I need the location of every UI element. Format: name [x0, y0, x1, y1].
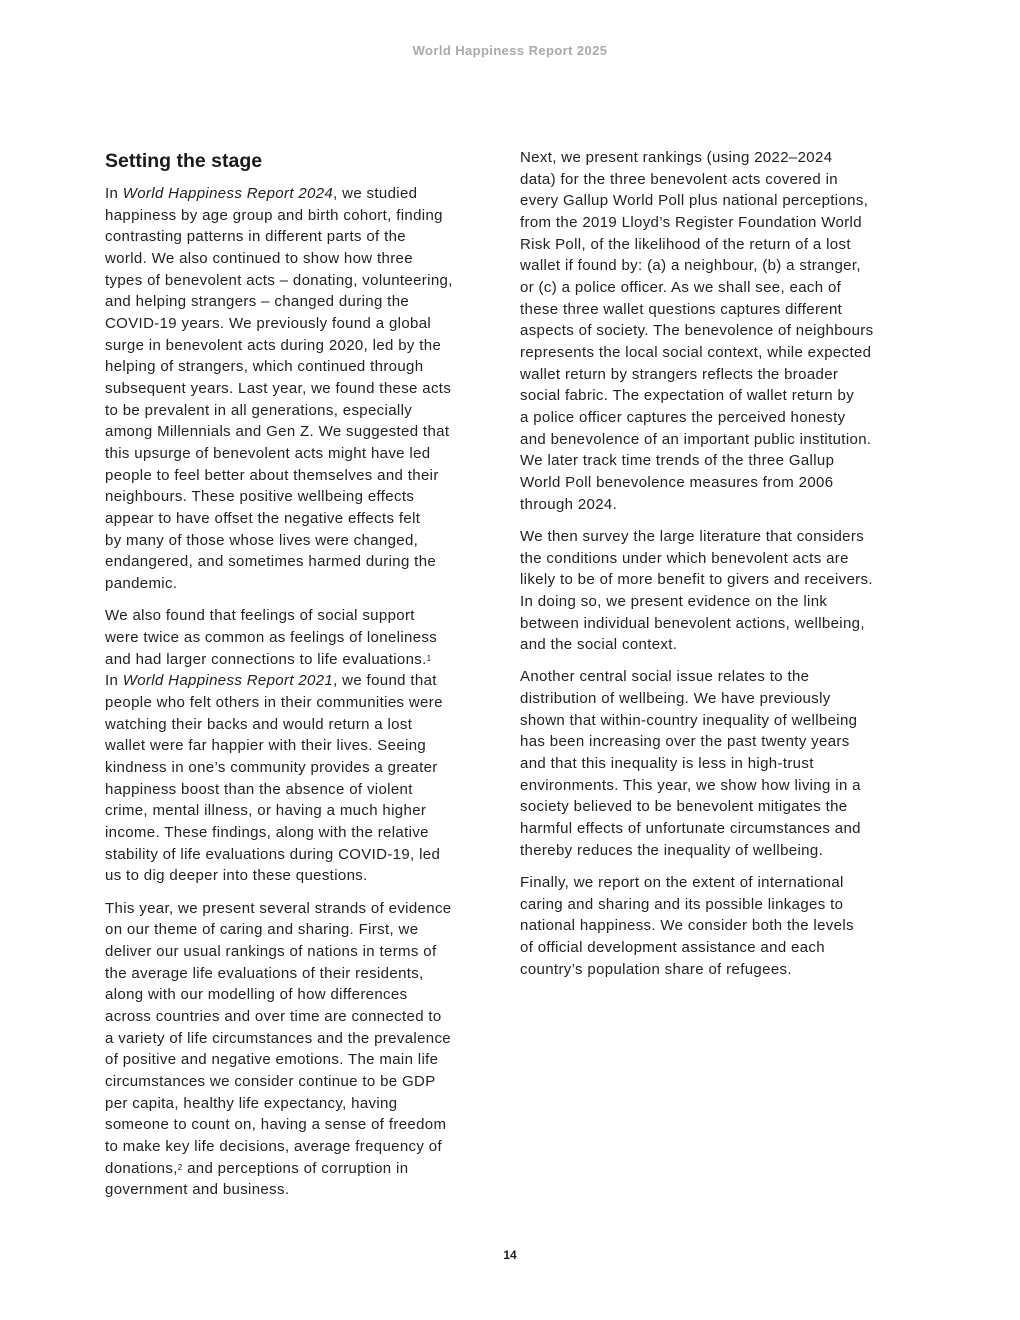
text-line: deliver our usual rankings of nations in terms of [105, 942, 437, 960]
italic-title: World Happiness Report 2021 [122, 672, 334, 690]
paragraph [105, 605, 520, 887]
text-line: wallet if found by: (a) a neighbour, (b) a stranger, [520, 257, 861, 275]
footnote-marker[interactable]: 1 [426, 653, 432, 663]
text-line: among Millennials and Gen Z. We suggested that [105, 423, 450, 441]
text-line: aspects of society. The benevolence of neighbours [520, 322, 874, 340]
text-line: the average life evaluations of their residents, [105, 964, 424, 982]
text-run: donations, [105, 1159, 178, 1177]
text-line: Finally, we report on the extent of international [520, 874, 844, 891]
text-line: crime, mental illness, or having a much higher [105, 802, 427, 820]
text-line: and helping strangers – changed during the [105, 293, 410, 311]
text-line: happiness boost than the absence of violent [105, 780, 413, 798]
text-line: and benevolence of an important public institution. [520, 430, 872, 448]
text-line: surge in benevolent acts during 2020, led by the [105, 336, 442, 354]
text-line [105, 1158, 520, 1180]
text-line: contrasting patterns in different parts of the [105, 228, 406, 246]
text-line: caring and sharing and its possible linkages to [520, 895, 844, 913]
text-line: between individual benevolent actions, wellbeing, [520, 614, 865, 632]
text-line: or (c) a police officer. As we shall see, each of [520, 279, 842, 297]
italic-title: World Happiness Report 2024 [122, 185, 334, 202]
text-line: likely to be of more benefit to givers and receivers. [520, 571, 873, 589]
text-line: income. These findings, along with the relative [105, 823, 429, 841]
text-line: someone to count on, having a sense of freedom [105, 1116, 447, 1134]
text-line: the conditions under which benevolent acts are [520, 549, 849, 567]
text-line: per capita, healthy life expectancy, having [105, 1094, 398, 1112]
text-line: social fabric. The expectation of wallet return by [520, 387, 855, 405]
text-run: , we studied [333, 185, 418, 202]
text-line: distribution of wellbeing. We have previously [520, 690, 831, 708]
text-line: helping of strangers, which continued through [105, 358, 424, 376]
text-line: through 2024. [520, 495, 618, 513]
page-number: 14 [503, 1248, 517, 1262]
text-line: this upsurge of benevolent acts might have led [105, 445, 431, 463]
text-line: World Poll benevolence measures from 2006 [520, 474, 834, 492]
text-line: COVID-19 years. We previously found a global [105, 315, 432, 333]
text-line: thereby reduces the inequality of wellbeing. [520, 841, 824, 859]
text-line: people to feel better about themselves and their [105, 466, 439, 484]
text-line: across countries and over time are connected to [105, 1007, 442, 1025]
text-line: Another central social issue relates to the [520, 668, 810, 686]
text-line: neighbours. These positive wellbeing effects [105, 488, 415, 506]
text-line: represents the local social context, while expected [520, 344, 872, 362]
text-line: harmful effects of unfortunate circumstances and [520, 820, 861, 838]
text-line: every Gallup World Poll plus national perceptions, [520, 192, 869, 210]
text-line: In doing so, we present evidence on the link [520, 592, 828, 610]
text-line [105, 670, 520, 692]
text-line: We also found that feelings of social support [105, 607, 415, 625]
text-line: Risk Poll, of the likelihood of the return of a lost [520, 235, 851, 253]
text-line: government and business. [105, 1181, 290, 1199]
text-line: Next, we present rankings (using 2022–2024 [520, 149, 833, 166]
text-line: society believed to be benevolent mitigates the [520, 798, 848, 816]
text-line: subsequent years. Last year, we found these acts [105, 380, 452, 398]
text-line: stability of life evaluations during COVID-19, led [105, 845, 441, 863]
text-line: people who felt others in their communities were [105, 693, 443, 711]
text-line: a variety of life circumstances and the prevalence [105, 1029, 451, 1047]
section-heading: Setting the stage [105, 150, 263, 172]
text-line: to make key life decisions, average frequency of [105, 1137, 442, 1155]
text-line: country’s population share of refugees. [520, 960, 792, 978]
text-line: were twice as common as feelings of loneliness [105, 628, 438, 646]
text-line: watching their backs and would return a lost [105, 715, 413, 733]
text-run: In [105, 185, 123, 202]
text-line: We later track time trends of the three Gallup [520, 452, 835, 470]
text-line: shown that within-country inequality of wellbeing [520, 711, 858, 729]
paragraph [520, 872, 935, 980]
text-line: these three wallet questions captures different [520, 300, 843, 318]
text-line: types of benevolent acts – donating, volunteering, [105, 271, 453, 289]
text-line: data) for the three benevolent acts covered in [520, 170, 838, 188]
text-line [105, 649, 520, 671]
text-line: national happiness. We consider both the levels [520, 917, 854, 935]
text-line: has been increasing over the past twenty years [520, 733, 850, 751]
text-line: kindness in one’s community provides a greater [105, 758, 438, 776]
text-line: of positive and negative emotions. The main life [105, 1051, 439, 1069]
text-line: by many of those whose lives were changed, [105, 531, 419, 549]
right-paragraphs [520, 147, 935, 980]
paragraph [520, 526, 935, 656]
text-line: This year, we present several strands of evidence [105, 899, 452, 917]
text-run: and perceptions of corruption in [182, 1159, 409, 1177]
text-line: circumstances we consider continue to be GDP [105, 1072, 436, 1090]
text-line: a police officer captures the perceived honesty [520, 409, 846, 427]
text-line: world. We also continued to show how three [105, 250, 413, 268]
text-line: endangered, and sometimes harmed during the [105, 553, 437, 571]
text-line: happiness by age group and birth cohort, finding [105, 206, 443, 224]
text-line: environments. This year, we show how living in a [520, 776, 861, 794]
text-line: appear to have offset the negative effects felt [105, 510, 421, 528]
text-line: wallet were far happier with their lives. Seeing [105, 737, 427, 755]
text-line [105, 183, 520, 205]
text-line: and the social context. [520, 636, 678, 654]
left-paragraphs [105, 183, 520, 1201]
paragraph [105, 183, 520, 595]
text-line: to be prevalent in all generations, especially [105, 401, 413, 419]
text-line: of official development assistance and each [520, 939, 825, 957]
text-line: from the 2019 Lloyd’s Register Foundation World [520, 214, 862, 232]
paragraph [105, 898, 520, 1201]
text-run: In [105, 672, 123, 690]
text-line: We then survey the large literature that considers [520, 527, 865, 545]
text-line: on our theme of caring and sharing. First, we [105, 921, 419, 939]
text-run: , we found that [333, 672, 437, 690]
running-header: World Happiness Report 2025 [412, 43, 608, 58]
text-line: wallet return by strangers reflects the broader [520, 365, 839, 383]
footnote-marker[interactable]: 2 [177, 1162, 183, 1172]
text-line: and that this inequality is less in high-trust [520, 755, 814, 773]
text-line: pandemic. [105, 575, 178, 593]
text-run: and had larger connections to life evaluations. [105, 650, 427, 668]
paragraph [520, 666, 935, 861]
text-line: us to dig deeper into these questions. [105, 867, 368, 885]
text-line: along with our modelling of how differences [105, 986, 408, 1004]
right-column [520, 147, 935, 991]
left-column [105, 148, 520, 1211]
paragraph [520, 147, 935, 515]
